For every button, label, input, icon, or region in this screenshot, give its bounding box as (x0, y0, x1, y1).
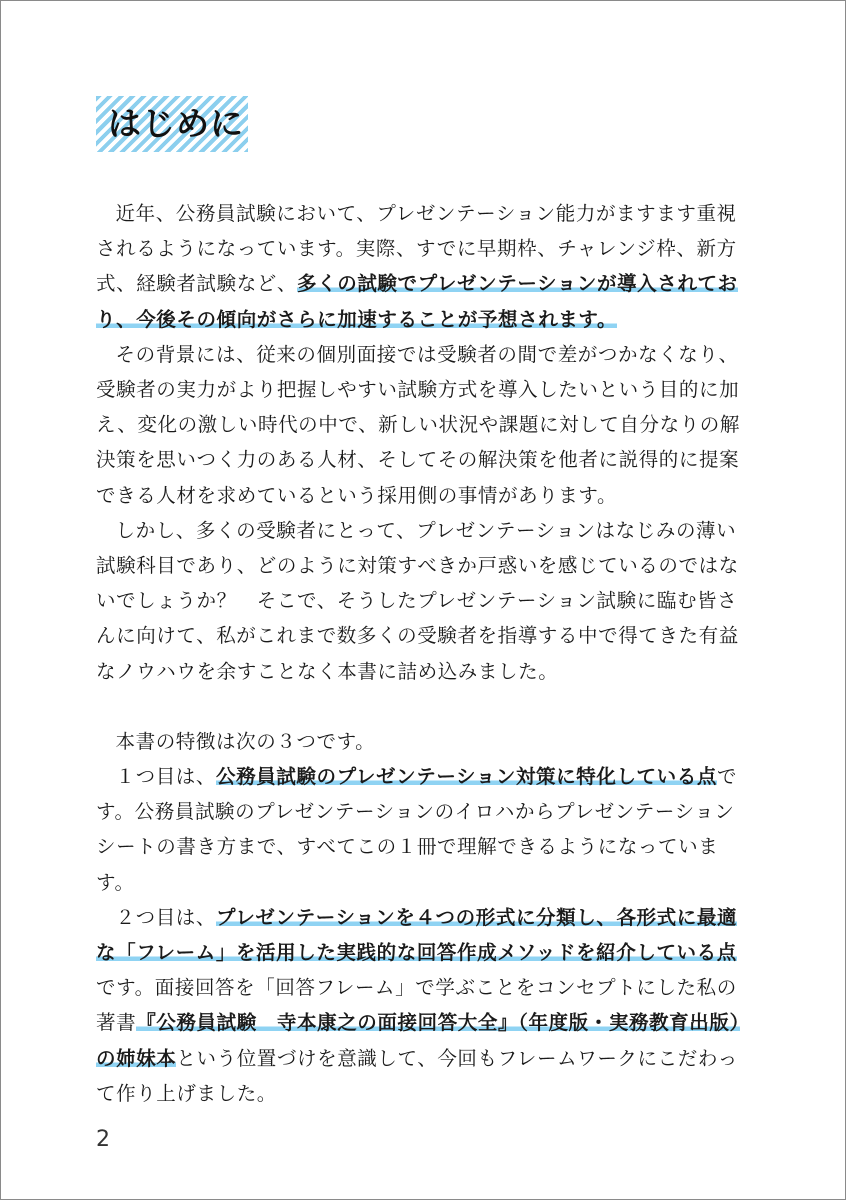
paragraph-6-highlight-1: プレゼンテーションを４つの形式に分類し、各形式に最適な「フレーム」を活用した実践的な回答作成メソッドを紹介している点 (96, 905, 738, 965)
paragraph-5-text-c: です。公務員試験のプレゼンテーションのイロハからプレゼンテーションシートの書き方まで、すべてこの１冊で理解できるようになっています。 (96, 765, 738, 894)
paragraph-4 (96, 724, 746, 759)
paragraph-1 (96, 196, 746, 337)
paragraph-1-text: 近年、公務員試験において、プレゼンテーション能力がますます重視されるようになっています。実際、すでに早期枠、チャレンジ枠、新方式、経験者試験など、 (96, 202, 737, 296)
section-heading: はじめに (108, 104, 244, 143)
paragraph-6-text-e: という位置づけを意識して、今回もフレームワークにこだわって作り上げました。 (96, 1046, 738, 1105)
paragraph-6-text-c: です。面接回答を「回答フレーム」で学ぶことをコンセプトにした私の著書 (96, 976, 737, 1035)
paragraph-3 (96, 513, 746, 689)
paragraph-6-highlight-2: 『公務員試験 寺本康之の面接回答大全』（年度版・実務教育出版）の姉妹本 (96, 1011, 740, 1070)
page-number: 2 (96, 1127, 110, 1152)
paragraph-5-text-a: １つ目は、 (115, 765, 217, 789)
paragraph-5-highlight: 公務員試験のプレゼンテーション対策に特化している点 (216, 765, 717, 789)
paragraph-3-text: しかし、多くの受験者にとって、プレゼンテーションはなじみの薄い試験科目であり、どのように対策すべきか戸惑いを感じているのではないでしょうか？ そこで、そうしたプレゼンテーション試験に臨む皆さんに向けて、私がこれまで数多くの受験者を指導する中で得てきた有益なノウハウを余すことなく本書に詰め込みました。 (96, 518, 739, 683)
paragraph-1-highlight: 多くの試験でプレゼンテーションが導入されており、今後その傾向がさらに加速することが予想されます。 (96, 272, 738, 331)
paragraph-5 (96, 759, 746, 900)
paragraph-2 (96, 337, 746, 513)
paragraph-2-text: その背景には、従来の個別面接では受験者の間で差がつかなくなり、受験者の実力がより把握しやすい試験方式を導入したいという目的に加え、変化の激しい時代の中で、新しい状況や課題に対して自分なりの解決策を思いつく力のある人材、そしてその解決策を他者に説得的に提案できる人材を求めているという採用側の事情があります。 (96, 342, 740, 507)
paragraph-6 (96, 900, 746, 1111)
paragraph-6-text-a: ２つ目は、 (115, 905, 217, 929)
paragraph-4-text: 本書の特徴は次の３つです。 (115, 729, 376, 753)
body-text (96, 196, 746, 1111)
